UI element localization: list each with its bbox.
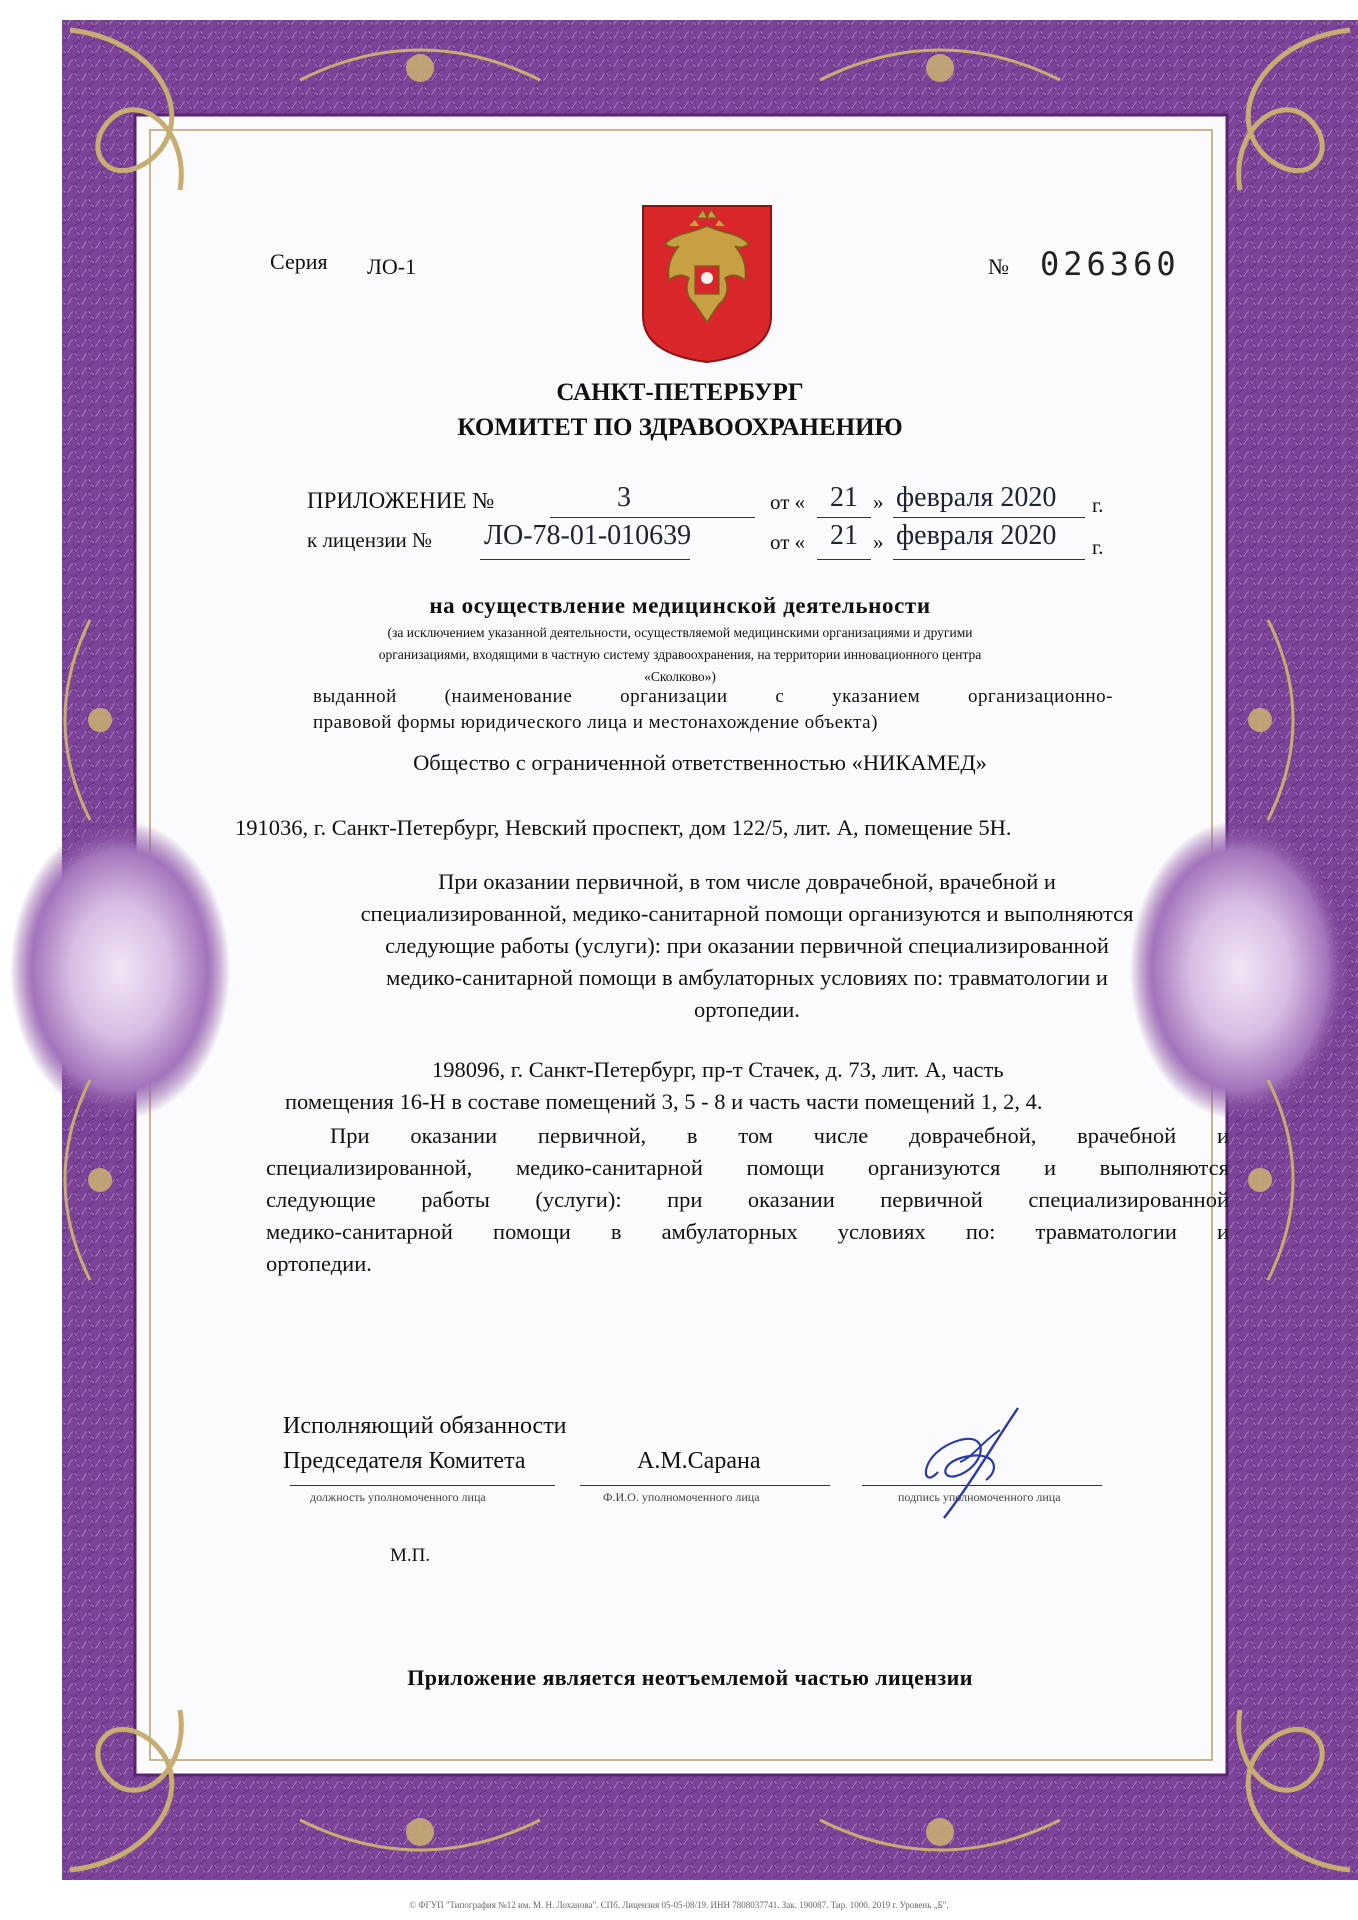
paragraph-2-line-1: При оказании первичной, в том числе доврачебной, врачебной и <box>330 1123 1229 1148</box>
stamp-place: М.П. <box>390 1545 431 1566</box>
printer-info: © ФГУП "Типография №12 им. М. Н. Лоханова". СПб. Лицензия 05-05-08/19. ИНН 7808037741. Зак. 190087. Тир. 1000. 2019 г. Уровень „Б". <box>409 1900 949 1910</box>
paragraph-2-line-2: специализированной, медико-санитарной помощи организуются и выполняются <box>266 1155 1229 1180</box>
signer-position-line-2: Председателя Комитета <box>283 1448 526 1474</box>
number-label: № <box>988 254 1009 279</box>
signer-name: А.М.Сарана <box>637 1448 761 1474</box>
paragraph-1-line-4: медико-санитарной помощи в амбулаторных условиях по: травматологии и <box>386 965 1108 990</box>
appendix-number: 3 <box>617 482 631 513</box>
series-value: ЛО-1 <box>367 254 417 279</box>
license-day-close: » <box>873 530 884 554</box>
series-label: Серия <box>270 249 328 274</box>
license-label: к лицензии № <box>307 528 433 552</box>
activity-note-1: (за исключением указанной деятельности, осуществляемой медицинскими организациями и другими <box>387 625 973 640</box>
address-2-line-2: помещения 16-Н в составе помещений 3, 5 - 8 и часть части помещений 1, 2, 4. <box>285 1089 1043 1114</box>
authority-city: САНКТ-ПЕТЕРБУРГ <box>556 379 804 406</box>
left-rosette <box>10 820 230 1120</box>
paragraph-2-line-3: следующие работы (услуги): при оказании первичной специализированной <box>266 1187 1229 1212</box>
license-year-suffix: г. <box>1092 535 1104 559</box>
activity-title: на осуществление медицинской деятельности <box>429 593 931 618</box>
license-number: ЛО-78-01-010639 <box>484 520 692 551</box>
paragraph-1-line-3: следующие работы (услуги): при оказании первичной специализированной <box>385 933 1109 958</box>
activity-note-3: «Сколково») <box>644 669 716 684</box>
handwritten-signature <box>900 1400 1040 1520</box>
paragraph-2-line-5: ортопедии. <box>266 1251 372 1276</box>
appendix-day: 21 <box>830 482 858 513</box>
appendix-day-close: » <box>873 490 884 514</box>
caption-signature: подпись уполномоченного лица <box>898 1490 1061 1504</box>
address-2-line-1: 198096, г. Санкт-Петербург, пр-т Стачек, д. 73, лит. А, часть <box>432 1057 1004 1082</box>
appendix-year-suffix: г. <box>1092 493 1104 517</box>
footer-note: Приложение является неотъемлемой частью лицензии <box>407 1665 973 1690</box>
appendix-from-label: от « <box>770 490 806 514</box>
paragraph-1-line-1: При оказании первичной, в том числе доврачебной, врачебной и <box>438 869 1056 894</box>
issued-line-1: выданной (наименование организации с указанием организационно- <box>313 686 1113 707</box>
paragraph-2 <box>266 1120 1229 1280</box>
activity-note-2: организациями, входящими в частную систему здравоохранения, на территории инновационного центра <box>378 647 982 662</box>
organization-name: Общество с ограниченной ответственностью «НИКАМЕД» <box>413 750 987 775</box>
caption-position: должность уполномоченного лица <box>310 1490 486 1504</box>
caption-name: Ф.И.О. уполномоченного лица <box>603 1490 760 1504</box>
appendix-label: ПРИЛОЖЕНИЕ № <box>307 488 495 513</box>
license-day: 21 <box>830 520 858 551</box>
license-from-label: от « <box>770 530 806 554</box>
authority-committee: КОМИТЕТ ПО ЗДРАВООХРАНЕНИЮ <box>457 414 903 441</box>
organization-address: 191036, г. Санкт-Петербург, Невский проспект, дом 122/5, лит. А, помещение 5Н. <box>235 815 1012 840</box>
form-number: 026360 <box>1040 245 1180 283</box>
coat-of-arms-icon <box>641 204 773 364</box>
license-month-year: февраля 2020 <box>896 520 1057 551</box>
paragraph-1-line-5: ортопедии. <box>694 997 800 1022</box>
paragraph-2-line-4: медико-санитарной помощи в амбулаторных условиях по: травматологии и <box>266 1219 1229 1244</box>
issued-line-2: правовой формы юридического лица и местонахождение объекта) <box>313 712 878 733</box>
appendix-month-year: февраля 2020 <box>896 482 1057 513</box>
signer-position-line-1: Исполняющий обязанности <box>283 1413 567 1439</box>
paragraph-1-line-2: специализированной, медико-санитарной помощи организуются и выполняются <box>360 901 1134 926</box>
paragraph-1 <box>278 866 1216 1026</box>
